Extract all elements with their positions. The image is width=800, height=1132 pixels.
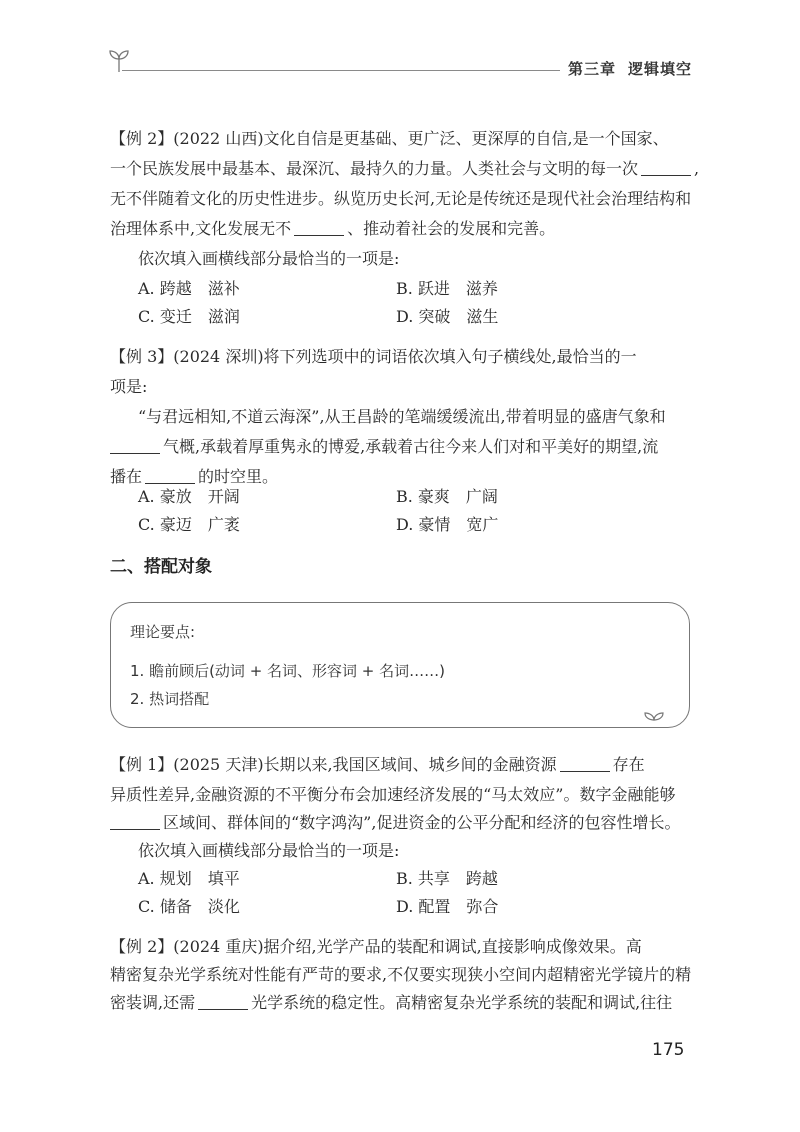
ex1-option-a: A. 规划 填平 — [138, 869, 240, 888]
answer-blank — [560, 757, 610, 772]
ex1-prompt: 依次填入画横线部分最恰当的一项是: — [138, 841, 400, 860]
ex1-line3: 区域间、群体间的“数字鸿沟”,促进资金的公平分配和经济的包容性增长。 — [110, 810, 680, 833]
chapter-label: 第三章 — [568, 60, 617, 78]
header-rule — [122, 70, 560, 71]
ex3-line5: 播在 的时空里。 — [110, 467, 279, 486]
section-title: 二、搭配对象 — [110, 557, 212, 577]
ex3-option-a: A. 豪放 开阔 — [138, 487, 240, 506]
ex2b-line2: 精密复杂光学系统对性能有严苛的要求,不仅要实现狭小空间内超精密光学镜片的精 — [110, 965, 692, 984]
answer-blank — [110, 815, 160, 830]
ex2a-prompt: 依次填入画横线部分最恰当的一项是: — [138, 249, 400, 268]
ex3-option-b: B. 豪爽 广阔 — [396, 487, 498, 506]
ex1-option-b: B. 共享 跨越 — [396, 869, 498, 888]
ex2a-line4: 治理体系中,文化发展无不 、推动着社会的发展和完善。 — [110, 219, 556, 238]
ex3-line1: 【例 3】(2024 深圳)将下列选项中的词语依次填入句子横线处,最恰当的一 — [110, 347, 637, 366]
answer-blank — [641, 161, 691, 176]
ex2a-option-c: C. 变迁 滋润 — [138, 307, 240, 326]
theory-item-2: 2. 热词搭配 — [130, 690, 210, 708]
ex3-line3: “与君远相知,不道云海深”,从王昌龄的笔端缓缓流出,带着明显的盛唐气象和 — [138, 407, 666, 426]
answer-blank — [145, 469, 195, 484]
ex3-option-c: C. 豪迈 广袤 — [138, 515, 240, 534]
ex1-line1: 【例 1】(2025 天津)长期以来,我国区域间、城乡间的金融资源 存在 — [110, 755, 645, 774]
answer-blank — [198, 995, 248, 1010]
ex1-line2: 异质性差异,金融资源的不平衡分布会加速经济发展的“马太效应”。数字金融能够 — [110, 785, 676, 804]
answer-blank — [294, 221, 344, 236]
ex2a-option-b: B. 跃进 滋养 — [396, 279, 498, 298]
leaf-icon — [642, 708, 666, 722]
ex3-option-d: D. 豪情 宽广 — [396, 515, 499, 534]
ex1-option-d: D. 配置 弥合 — [396, 897, 499, 916]
theory-item-1: 1. 瞻前顾后(动词 + 名词、形容词 + 名词……) — [130, 662, 445, 680]
ex2a-option-d: D. 突破 滋生 — [396, 307, 499, 326]
ex2a-option-a: A. 跨越 滋补 — [138, 279, 240, 298]
ex3-line2: 项是: — [110, 377, 148, 396]
ex3-line4: 气概,承载着厚重隽永的博爱,承载着古往今来人们对和平美好的期望,流 — [110, 434, 658, 457]
ex2a-line1: 【例 2】(2022 山西)文化自信是更基础、更广泛、更深厚的自信,是一个国家、 — [110, 129, 669, 148]
ex2b-line3: 密装调,还需 光学系统的稳定性。高精密复杂光学系统的装配和调试,往往 — [110, 993, 673, 1012]
theory-title: 理论要点: — [130, 623, 196, 641]
ex2a-line2: 一个民族发展中最基本、最深沉、最持久的力量。人类社会与文明的每一次 , — [110, 159, 700, 178]
header-title — [568, 58, 692, 79]
page-number: 175 — [652, 1040, 685, 1060]
ex2a-line3: 无不伴随着文化的历史性进步。纵览历史长河,无论是传统还是现代社会治理结构和 — [110, 189, 692, 208]
answer-blank — [110, 439, 160, 454]
chapter-topic: 逻辑填空 — [628, 60, 693, 78]
ex1-option-c: C. 储备 淡化 — [138, 897, 240, 916]
ex2b-line1: 【例 2】(2024 重庆)据介绍,光学产品的装配和调试,直接影响成像效果。高 — [110, 937, 642, 956]
